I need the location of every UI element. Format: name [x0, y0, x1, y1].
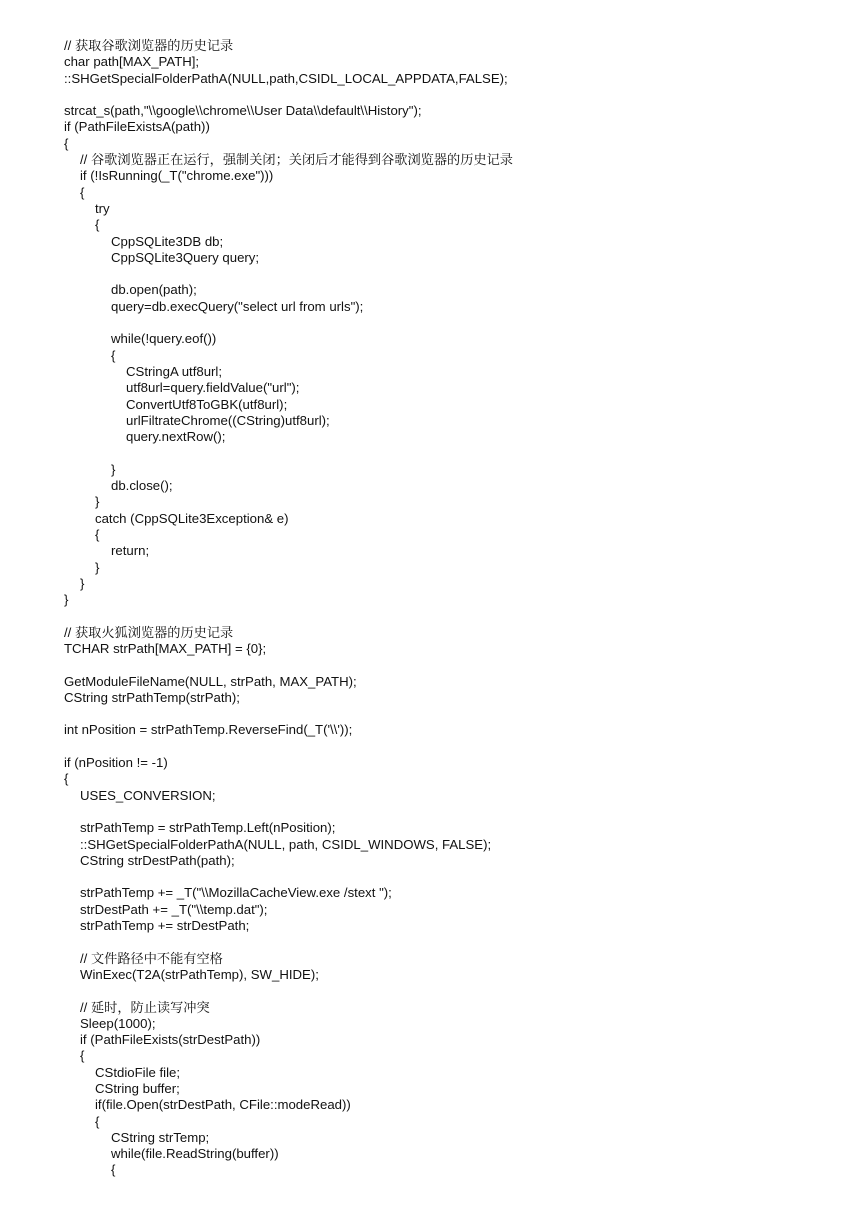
code-line: CString strPathTemp(strPath);: [64, 689, 240, 705]
code-line: {: [64, 771, 69, 787]
code-line: int nPosition = strPathTemp.ReverseFind(_T('\\'));: [64, 722, 353, 738]
blank-line: [64, 266, 513, 282]
code-line: {: [80, 1048, 85, 1064]
code-line: if(file.Open(strDestPath, CFile::modeRead)): [95, 1097, 351, 1113]
code-line: query=db.execQuery("select url from urls");: [111, 298, 364, 314]
code-line: GetModuleFileName(NULL, strPath, MAX_PATH);: [64, 673, 357, 689]
code-line: }: [64, 592, 69, 608]
blank-line: [64, 983, 513, 999]
code-line: ConvertUtf8ToGBK(utf8url);: [126, 396, 288, 412]
code-line: strPathTemp += _T("\\MozillaCacheView.exe /stext ");: [80, 885, 392, 901]
code-line: if (PathFileExists(strDestPath)): [80, 1032, 261, 1048]
code-line: {: [111, 1162, 116, 1178]
code-line: db.open(path);: [111, 282, 197, 298]
blank-line: [64, 739, 513, 755]
code-line: utf8url=query.fieldValue("url");: [126, 380, 300, 396]
code-line: try: [95, 200, 110, 216]
blank-line: [64, 87, 513, 103]
code-line: ::SHGetSpecialFolderPathA(NULL,path,CSIDL_LOCAL_APPDATA,FALSE);: [64, 70, 508, 86]
code-line: }: [95, 559, 100, 575]
code-line: return;: [111, 543, 150, 559]
code-line: {: [95, 217, 100, 233]
code-line: CppSQLite3DB db;: [111, 233, 224, 249]
code-line: {: [95, 526, 100, 542]
code-line: while(file.ReadString(buffer)): [111, 1146, 279, 1162]
code-line: catch (CppSQLite3Exception& e): [95, 510, 289, 526]
code-line: CStringA utf8url;: [126, 363, 223, 379]
blank-line: [64, 608, 513, 624]
code-line: CppSQLite3Query query;: [111, 249, 260, 265]
blank-line: [64, 934, 513, 950]
code-line: // 获取谷歌浏览器的历史记录: [64, 38, 234, 53]
code-line: if (PathFileExistsA(path)): [64, 119, 210, 135]
code-line: }: [111, 461, 116, 477]
code-line: Sleep(1000);: [80, 1015, 156, 1031]
code-line: {: [95, 1113, 100, 1129]
code-line: USES_CONVERSION;: [80, 787, 216, 803]
blank-line: [64, 657, 513, 673]
code-line: CString strDestPath(path);: [80, 852, 235, 868]
code-line: CStdioFile file;: [95, 1064, 181, 1080]
code-line: db.close();: [111, 478, 173, 494]
code-line: {: [64, 135, 69, 151]
code-line: query.nextRow();: [126, 429, 226, 445]
code-line: strPathTemp += strDestPath;: [80, 918, 250, 934]
code-line: urlFiltrateChrome((CString)utf8url);: [126, 412, 330, 428]
code-line: strDestPath += _T("\\temp.dat");: [80, 901, 268, 917]
code-line: {: [80, 184, 85, 200]
code-line: while(!query.eof()): [111, 331, 217, 347]
code-line: }: [80, 575, 85, 591]
code-line: CString buffer;: [95, 1081, 180, 1096]
code-line: ::SHGetSpecialFolderPathA(NULL, path, CSIDL_WINDOWS, FALSE);: [80, 836, 492, 852]
code-line: WinExec(T2A(strPathTemp), SW_HIDE);: [80, 966, 319, 982]
code-line: strPathTemp = strPathTemp.Left(nPosition);: [80, 820, 336, 836]
code-line: // 获取火狐浏览器的历史记录: [64, 624, 234, 640]
code-block: [64, 38, 513, 1179]
blank-line: [64, 706, 513, 722]
code-line: // 延时，防止读写冲突: [80, 999, 210, 1015]
code-line: strcat_s(path,"\\google\\chrome\\User Data\\default\\History");: [64, 103, 422, 119]
blank-line: [64, 804, 513, 820]
code-line: // 谷歌浏览器正在运行，强制关闭；关闭后才能得到谷歌浏览器的历史记录: [80, 152, 513, 168]
blank-line: [64, 315, 513, 331]
code-line: if (!IsRunning(_T("chrome.exe"))): [80, 168, 274, 184]
blank-line: [64, 445, 513, 461]
code-line: CString strTemp;: [111, 1129, 210, 1145]
code-line: char path[MAX_PATH];: [64, 54, 200, 70]
code-line: if (nPosition != -1): [64, 755, 168, 771]
blank-line: [64, 869, 513, 885]
code-line: }: [95, 494, 100, 510]
code-line: // 文件路径中不能有空格: [80, 950, 223, 966]
code-line: TCHAR strPath[MAX_PATH] = {0};: [64, 640, 267, 656]
code-line: {: [111, 347, 116, 363]
